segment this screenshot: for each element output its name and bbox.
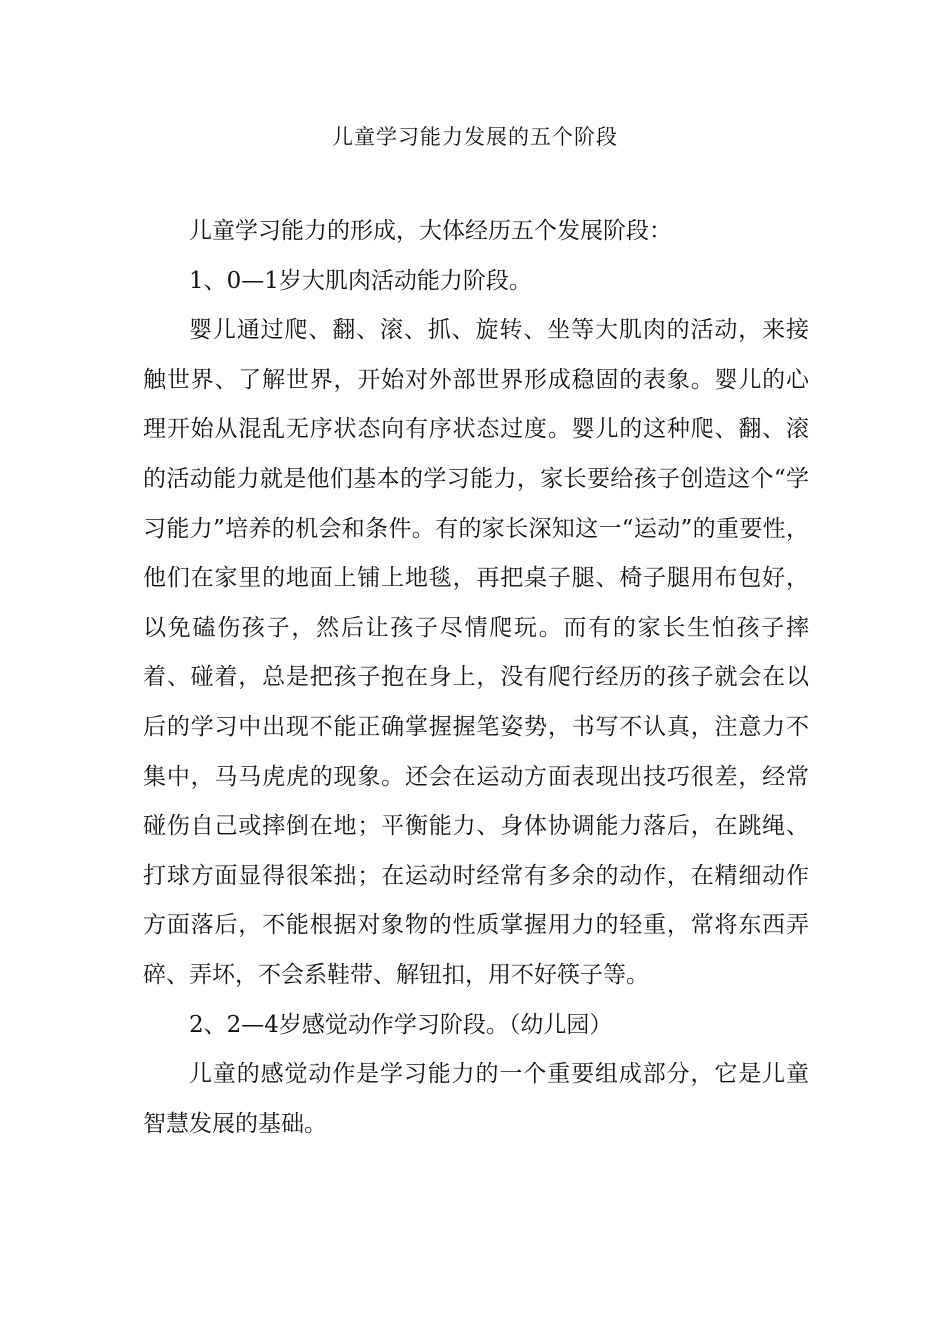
paragraph-stage-1-body: 婴儿通过爬、翻、滚、抓、旋转、坐等大肌肉的活动，来接触世界、了解世界，开始对外部世界形成稳固的表象。婴儿的心理开始从混乱无序状态向有序状态过度。婴儿的这种爬、翻、滚的活动能力就是他们基本的学习能力，家长要给孩子创造这个“学习能力”培养的机会和条件。有的家长深知这一“运动”的重要性，他们在家里的地面上铺上地毯，再把桌子腿、椅子腿用布包好，以免磕伤孩子，然后让孩子尽情爬玩。而有的家长生怕孩子摔着、碰着，总是把孩子抱在身上，没有爬行经历的孩子就会在以后的学习中出现不能正确掌握握笔姿势，书写不认真，注意力不集中，马马虎虎的现象。还会在运动方面表现出技巧很差，经常碰伤自己或摔倒在地；平衡能力、身体协调能力落后，在跳绳、打球方面显得很笨拙；在运动时经常有多余的动作，在精细动作方面落后，不能根据对象物的性质掌握用力的轻重，常将东西弄碎、弄坏，不会系鞋带、解钮扣，用不好筷子等。 [143,317,809,988]
paragraph-intro: 儿童学习能力的形成，大体经历五个发展阶段： [189,218,672,244]
document-body [143,207,809,1149]
paragraph-stage-1-heading: 1、0—1岁大肌肉活动能力阶段。 [189,267,532,294]
paragraph-stage-2-heading: 2、2—4岁感觉动作学习阶段。（幼儿园） [189,1011,613,1038]
document-title: 儿童学习能力发展的五个阶段 [332,125,618,149]
paragraph-stage-2-body: 儿童的感觉动作是学习能力的一个重要组成部分，它是儿童智慧发展的基础。 [143,1061,809,1137]
